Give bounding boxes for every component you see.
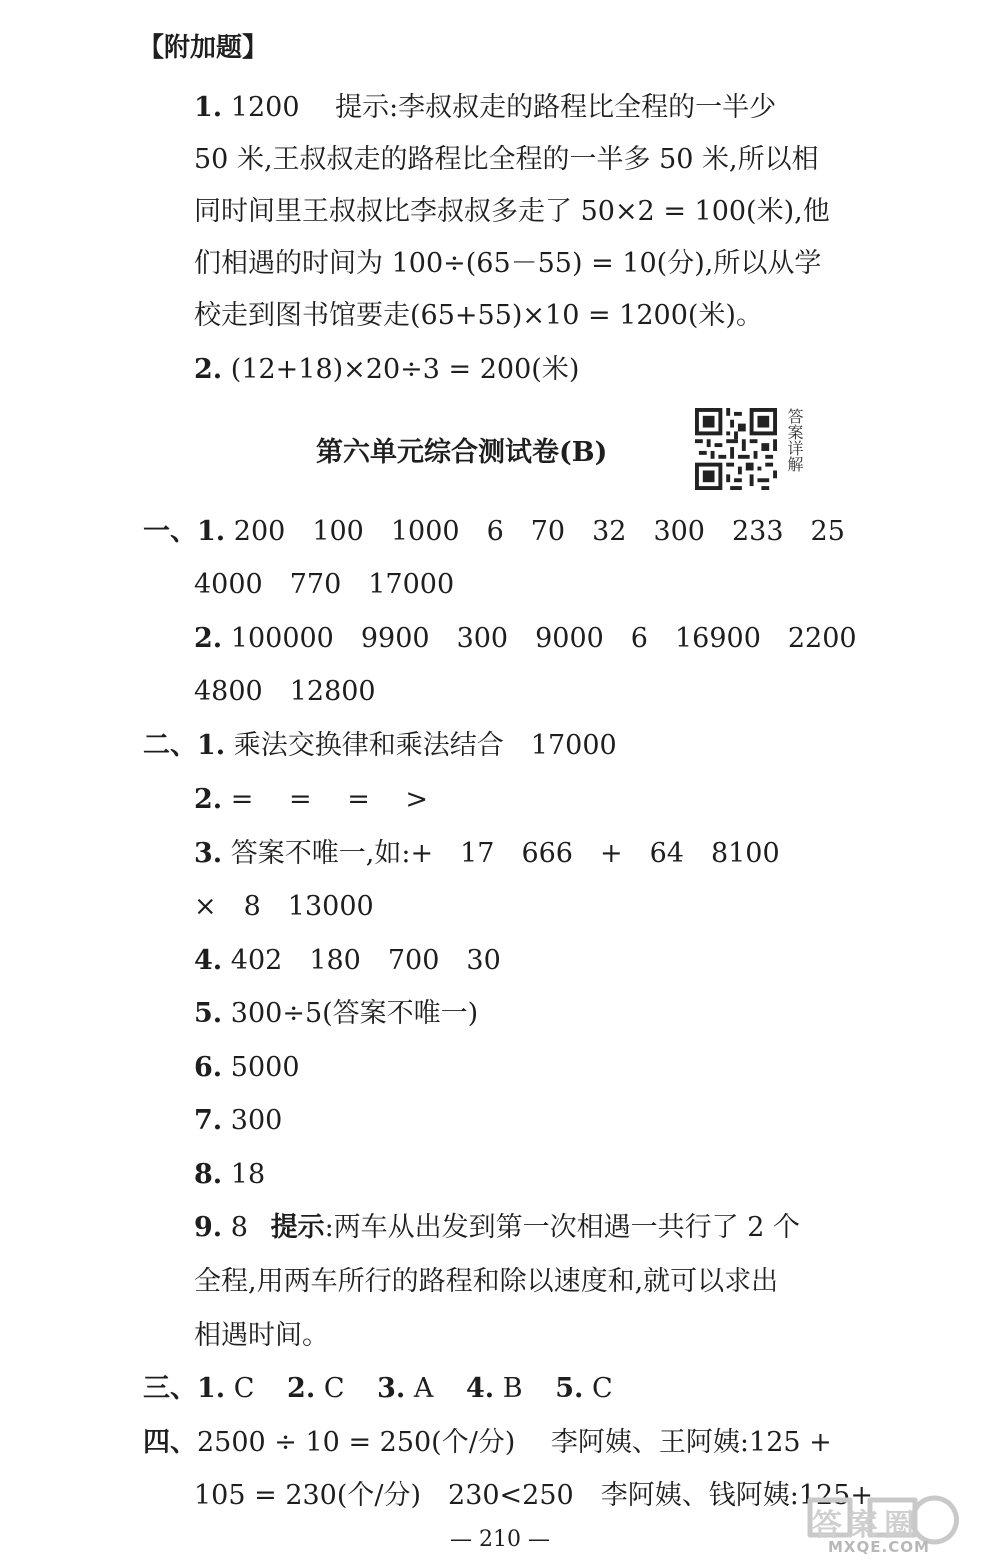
bonus-q1-line-2: 50 米,王叔叔走的路程比全程的一半多 50 米,所以相: [194, 144, 819, 175]
part2-q6-text: 5000: [230, 1052, 300, 1083]
part1-q1-line-1: [143, 512, 845, 552]
part1-label: 一、: [143, 516, 197, 547]
part2-q5-number: 5.: [194, 998, 223, 1029]
watermark-text: MXQE.COM: [828, 1538, 930, 1556]
bonus-q1-line-3: 同时间里王叔叔比李叔叔多走了 50×2 = 100(米),他: [194, 196, 830, 227]
part2-q2: [194, 780, 428, 820]
part2-q8-text: 18: [230, 1159, 266, 1190]
part2-q9-line-3: 相遇时间。: [194, 1320, 329, 1351]
part4-line-2: 105 = 230(个/分) 230<250 李阿姨、钱阿姨:125+: [194, 1480, 873, 1511]
part3-a1-value: C: [233, 1373, 255, 1404]
part2-q1-number: 1.: [197, 730, 226, 761]
part2-q2-text: = = = >: [230, 784, 429, 815]
part2-q6: [194, 1048, 300, 1088]
part2-q4-number: 4.: [194, 945, 223, 976]
bonus-q1-line-4: 们相遇的时间为 100÷(65－55) = 10(分),所以从学: [194, 248, 822, 279]
part3-label: 三、: [143, 1373, 197, 1404]
part2-q9-line-2: 全程,用两车所行的路程和除以速度和,就可以求出: [194, 1266, 779, 1297]
part2-q5-text: 300÷5(答案不唯一): [230, 998, 479, 1029]
part2-q8: [194, 1155, 265, 1195]
part4-label: 四、: [143, 1427, 197, 1458]
bonus-q1-number: 1.: [194, 92, 223, 123]
part2-q3-line-2: × 8 13000: [194, 891, 374, 922]
part2-label: 二、: [143, 730, 197, 761]
part1-q1-text: 200 100 1000 6 70 32 300 233 25: [233, 516, 845, 547]
part2-q3-text: 答案不唯一,如:+ 17 666 + 64 8100: [230, 838, 780, 869]
part3-a5-number: 5.: [555, 1373, 584, 1404]
part2-q1-text: 乘法交换律和乘法结合 17000: [233, 730, 617, 761]
part1-q2-number: 2.: [194, 623, 223, 654]
bonus-q1-line-5: 校走到图书馆要走(65+55)×10 = 1200(米)。: [194, 300, 763, 331]
part3-a2-number: 2.: [287, 1373, 316, 1404]
part2-q6-number: 6.: [194, 1052, 223, 1083]
part2-q5: [194, 994, 478, 1034]
part2-q7: [194, 1101, 282, 1141]
part2-q9-hint-text: :两车从出发到第一次相遇一共行了 2 个: [324, 1212, 801, 1243]
part2-q9-hint-label: 提示: [270, 1212, 325, 1243]
part2-q9-number: 9.: [194, 1212, 223, 1243]
part3-a3-value: A: [413, 1373, 434, 1404]
part4-line-1: [143, 1423, 832, 1463]
part1-q1-number: 1.: [197, 516, 226, 547]
bonus-heading: 【附加题】: [138, 33, 269, 63]
bonus-q2-text: (12+18)×20÷3 = 200(米): [230, 354, 580, 385]
part2-q1: [143, 726, 617, 766]
part3-a4-number: 4.: [465, 1373, 495, 1404]
qr-caption: 答案详解: [785, 408, 804, 472]
part1-q2-line-1: [194, 619, 857, 659]
qr-code-icon[interactable]: [695, 408, 777, 490]
part4-text-1: 2500 ÷ 10 = 250(个/分) 李阿姨、王阿姨:125 +: [197, 1427, 832, 1458]
bonus-q2-number: 2.: [194, 354, 223, 385]
part2-q7-number: 7.: [194, 1105, 223, 1136]
part3-a2-value: C: [323, 1373, 345, 1404]
part1-q1-line-2: 4000 770 17000: [194, 569, 455, 600]
part3-a4-value: B: [502, 1373, 523, 1404]
part2-q7-text: 300: [230, 1105, 283, 1136]
watermark-cn-text: 答案圈: [812, 1508, 920, 1543]
bonus-q1-line-1: [194, 88, 776, 128]
part2-q9-value: 8: [230, 1212, 248, 1243]
part3-a1-number: 1.: [197, 1373, 226, 1404]
section-title: 第六单元综合测试卷(B): [316, 437, 608, 468]
bonus-q2: [194, 350, 579, 390]
part2-q8-number: 8.: [194, 1159, 223, 1190]
part3-a3-number: 3.: [377, 1373, 406, 1404]
part2-q3-number: 3.: [194, 838, 223, 869]
part2-q2-number: 2.: [194, 784, 223, 815]
bonus-q1-text: 1200 提示:李叔叔走的路程比全程的一半少: [230, 92, 777, 123]
part1-q2-line-2: 4800 12800: [194, 676, 376, 707]
part2-q4: [194, 941, 501, 981]
part2-q9-line-1: [194, 1208, 800, 1248]
part2-q4-text: 402 180 700 30: [230, 945, 501, 976]
part2-q3-line-1: [194, 834, 780, 874]
page-number: — 210 —: [450, 1527, 550, 1552]
part1-q2-text: 100000 9900 300 9000 6 16900 2200: [230, 623, 857, 654]
part3-a5-value: C: [591, 1373, 613, 1404]
part3-answers: [143, 1369, 613, 1409]
